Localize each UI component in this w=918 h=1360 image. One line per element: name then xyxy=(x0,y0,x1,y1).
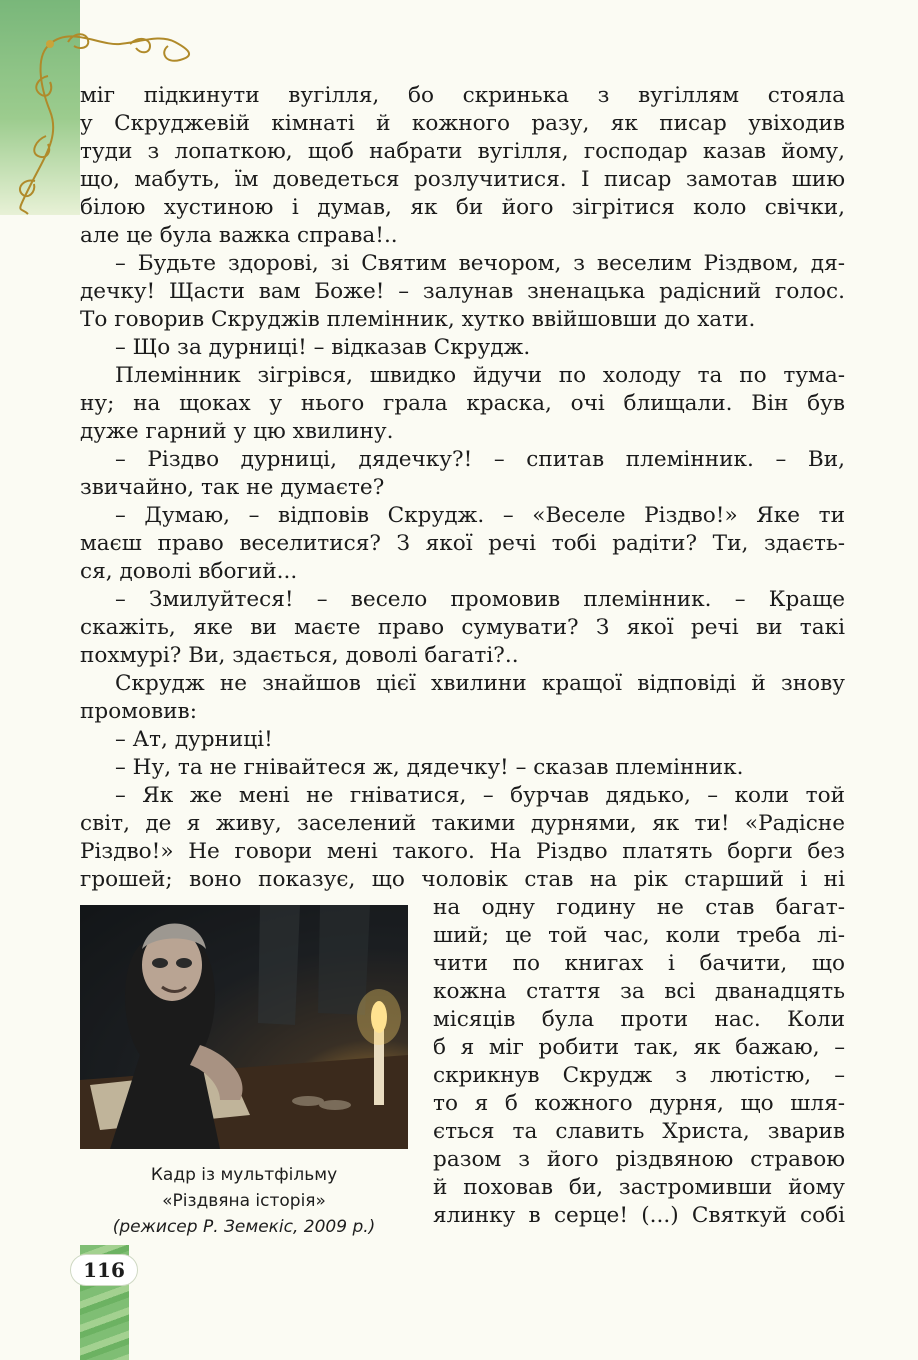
text-line: – Думаю, – відповів Скрудж. – «Веселе Різдво!» Яке ти xyxy=(115,503,845,528)
text-line: скрикнув Скрудж з лютістю, – xyxy=(433,1063,845,1088)
text-line: – Змилуйтеся! – весело промовив племінник. – Краще xyxy=(115,587,845,612)
scrooge-illustration xyxy=(80,905,408,1149)
text-line: на одну годину не став багат- xyxy=(433,895,845,920)
main-text-block xyxy=(80,82,845,894)
text-line: світ, де я живу, заселений такими дурнями, як ти! «Радісне xyxy=(80,811,845,836)
caption-line: Кадр із мультфільму xyxy=(150,1165,338,1185)
text-line: ну; на щоках у нього грала краска, очі блищали. Він був xyxy=(80,391,845,416)
text-line: похмурі? Ви, здається, доволі багаті?.. xyxy=(80,643,519,668)
text-line: ся, доволі вбогий... xyxy=(80,559,298,584)
wrapped-text-block xyxy=(433,894,845,1230)
text-line: – Різдво дурниці, дядечку?! – спитав племінник. – Ви, xyxy=(115,447,845,472)
text-line: дечку! Щасти вам Боже! – залунав зненацька радісний голос. xyxy=(80,279,845,304)
text-line: – Що за дурниці! – відказав Скрудж. xyxy=(115,335,531,360)
text-line: що, мабуть, їм доведеться розлучитися. І писар замотав шию xyxy=(80,167,845,192)
text-line: разом з його різдвяною стравою xyxy=(433,1147,845,1172)
text-line: Різдво!» Не говори мені такого. На Різдво платять борги без xyxy=(80,839,845,864)
text-line: звичайно, так не думаєте? xyxy=(80,475,385,500)
text-line: ється та славить Христа, зварив xyxy=(433,1119,845,1144)
text-line: грошей; воно показує, що чоловік став на рік старший і ні xyxy=(80,867,845,892)
text-line: скажіть, яке ви маєте право сумувати? З якої речі ви такі xyxy=(80,615,845,640)
text-line: міг підкинути вугілля, бо скринька з вугіллям стояла xyxy=(80,83,845,108)
text-line: але це була важка справа!.. xyxy=(80,223,398,248)
text-line: у Скруджевій кімнаті й кожного разу, як писар увіходив xyxy=(80,111,845,136)
text-line: промовив: xyxy=(80,699,197,724)
text-line: – Як же мені не гніватися, – бурчав дядько, – коли той xyxy=(115,783,845,808)
image-caption xyxy=(80,1162,408,1240)
text-line: То говорив Скруджів племінник, хутко ввійшовши до хати. xyxy=(80,307,756,332)
text-line: – Ат, дурниці! xyxy=(115,727,273,752)
text-line: – Ну, та не гнівайтеся ж, дядечку! – сказав племінник. xyxy=(115,755,744,780)
text-line: білою хустиною і думав, як би його зігрітися коло свічки, xyxy=(80,195,845,220)
text-line: місяців була проти нас. Коли xyxy=(433,1007,845,1032)
text-line: маєш право веселитися? З якої речі тобі радіти? Ти, здаєть- xyxy=(80,531,845,556)
film-still-image xyxy=(80,905,408,1149)
text-line: ший; це той час, коли треба лі- xyxy=(433,923,845,948)
text-line: б я міг робити так, як бажаю, – xyxy=(433,1035,845,1060)
text-line: туди з лопаткою, щоб набрати вугілля, господар казав йому, xyxy=(80,139,845,164)
text-line: кожна стаття за всі дванадцять xyxy=(433,979,845,1004)
text-line: дуже гарний у цю хвилину. xyxy=(80,419,394,444)
text-line: то я б кожного дурня, що шля- xyxy=(433,1091,845,1116)
text-line: ялинку в серце! (...) Святкуй собі xyxy=(433,1203,845,1228)
caption-credit: (режисер Р. Земекіс, 2009 р.) xyxy=(112,1217,376,1237)
caption-line: «Різдвяна історія» xyxy=(162,1191,326,1211)
text-line: Скрудж не знайшов цієї хвилини кращої відповіді й знову xyxy=(115,671,845,696)
text-line: Племінник зігрівся, швидко йдучи по холоду та по тума- xyxy=(115,363,845,388)
text-line: чити по книгах і бачити, що xyxy=(433,951,845,976)
text-line: – Будьте здорові, зі Святим вечором, з веселим Різдвом, дя- xyxy=(115,251,845,276)
text-line: й поховав би, застромивши йому xyxy=(433,1175,845,1200)
page-number: 116 xyxy=(70,1254,138,1286)
